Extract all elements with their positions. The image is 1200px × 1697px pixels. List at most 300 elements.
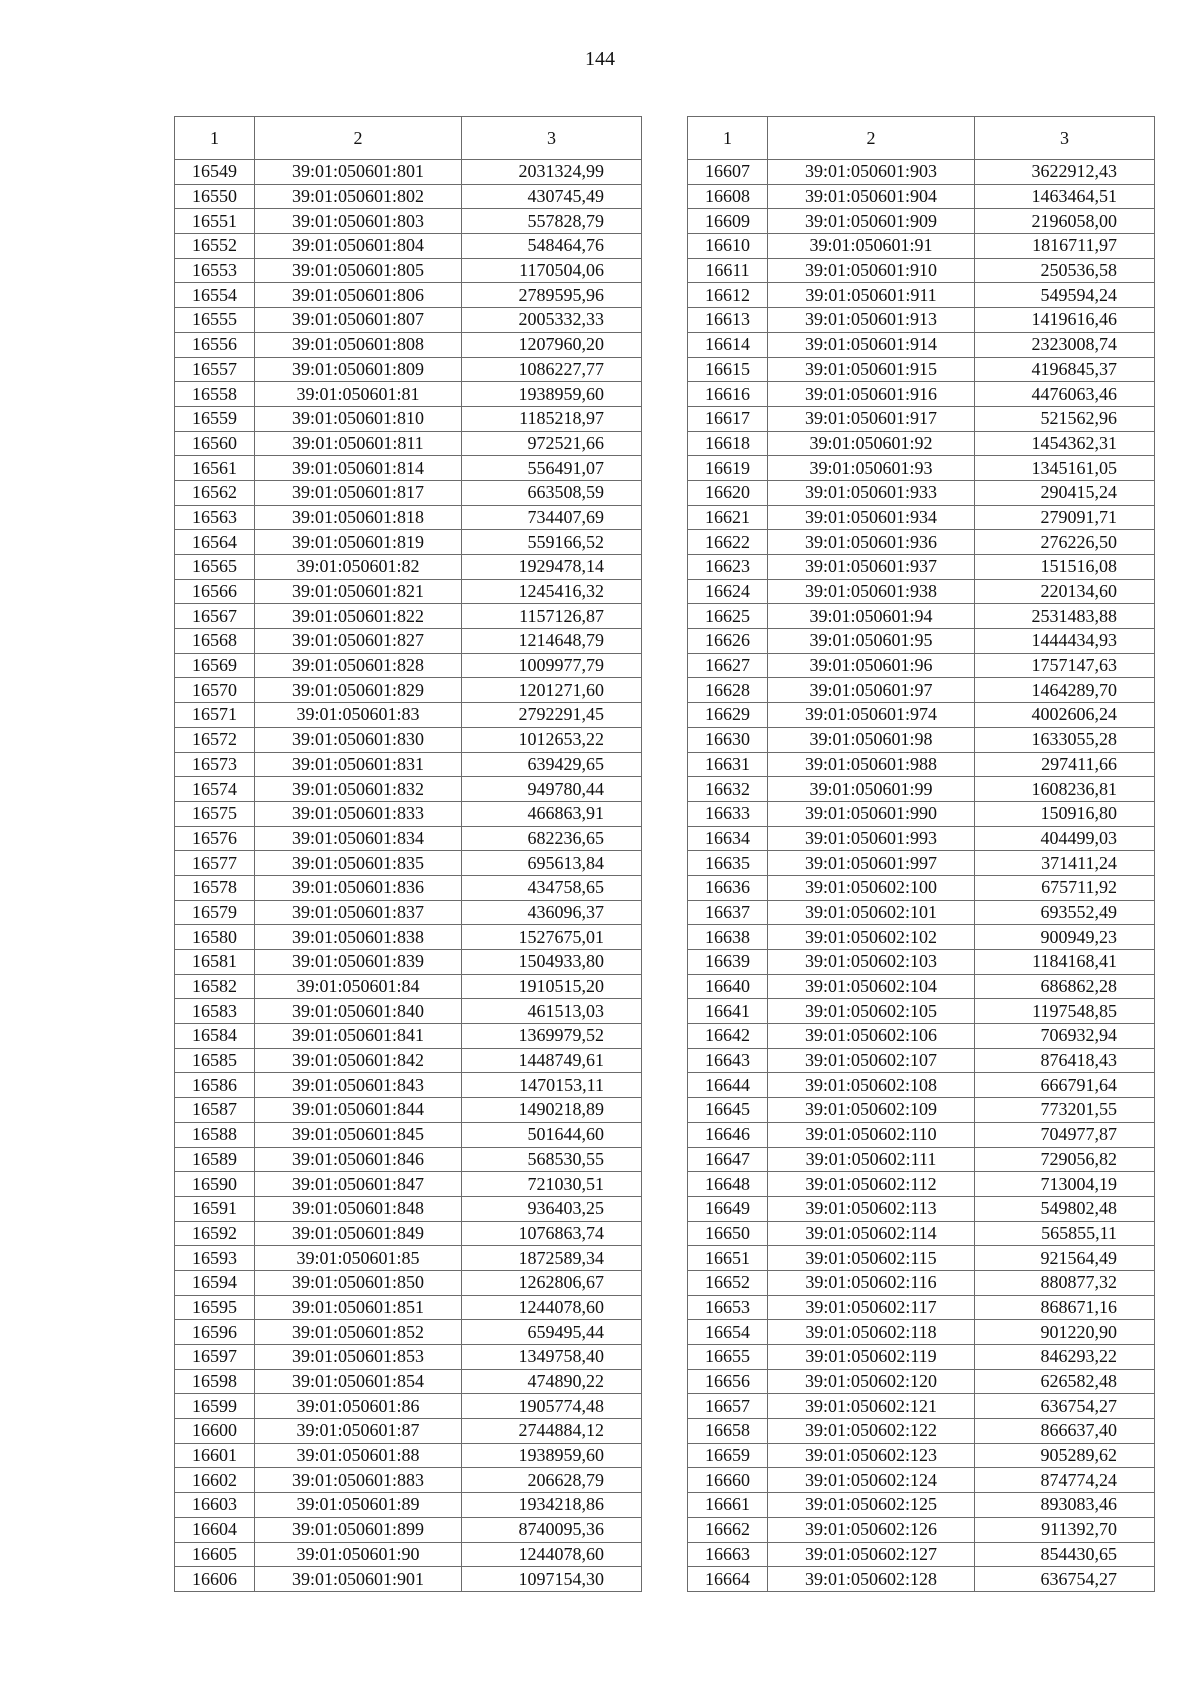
right-table-body <box>688 160 1155 1592</box>
table-row <box>688 530 1155 555</box>
cell-value: 2196058,00 <box>975 209 1155 234</box>
cell-value: 404499,03 <box>975 826 1155 851</box>
table-row <box>688 1172 1155 1197</box>
table-row <box>688 1098 1155 1123</box>
cell-number: 16641 <box>688 999 768 1024</box>
cell-value: 1444434,93 <box>975 629 1155 654</box>
cell-cadastral-number: 39:01:050602:118 <box>768 1320 975 1345</box>
cell-cadastral-number: 39:01:050601:835 <box>255 851 462 876</box>
table-row <box>175 579 642 604</box>
table-row <box>175 1369 642 1394</box>
cell-value: 1454362,31 <box>975 431 1155 456</box>
table-row <box>688 974 1155 999</box>
cell-cadastral-number: 39:01:050602:120 <box>768 1369 975 1394</box>
cell-number: 16570 <box>175 678 255 703</box>
page-number: 144 <box>585 48 615 70</box>
cell-number: 16600 <box>175 1419 255 1444</box>
cell-cadastral-number: 39:01:050601:92 <box>768 431 975 456</box>
cell-number: 16568 <box>175 629 255 654</box>
cell-value: 972521,66 <box>462 431 642 456</box>
cell-cadastral-number: 39:01:050602:106 <box>768 1024 975 1049</box>
cell-value: 936403,25 <box>462 1196 642 1221</box>
cell-value: 151516,08 <box>975 555 1155 580</box>
cell-cadastral-number: 39:01:050601:809 <box>255 357 462 382</box>
table-row <box>175 431 642 456</box>
cell-cadastral-number: 39:01:050601:849 <box>255 1221 462 1246</box>
cell-cadastral-number: 39:01:050602:101 <box>768 900 975 925</box>
cell-number: 16648 <box>688 1172 768 1197</box>
cell-value: 854430,65 <box>975 1542 1155 1567</box>
cell-cadastral-number: 39:01:050601:834 <box>255 826 462 851</box>
table-row <box>688 184 1155 209</box>
cell-number: 16596 <box>175 1320 255 1345</box>
cell-value: 773201,55 <box>975 1098 1155 1123</box>
table-row <box>175 752 642 777</box>
cell-value: 1197548,85 <box>975 999 1155 1024</box>
cell-value: 1527675,01 <box>462 925 642 950</box>
cell-value: 874774,24 <box>975 1468 1155 1493</box>
left-table-body <box>175 160 642 1592</box>
cell-value: 626582,48 <box>975 1369 1155 1394</box>
cell-value: 1938959,60 <box>462 382 642 407</box>
cell-number: 16554 <box>175 283 255 308</box>
cell-cadastral-number: 39:01:050602:104 <box>768 974 975 999</box>
table-row <box>175 851 642 876</box>
cell-number: 16561 <box>175 456 255 481</box>
cell-cadastral-number: 39:01:050601:883 <box>255 1468 462 1493</box>
cell-value: 1464289,70 <box>975 678 1155 703</box>
cell-number: 16583 <box>175 999 255 1024</box>
table-row <box>688 1394 1155 1419</box>
cell-cadastral-number: 39:01:050601:96 <box>768 653 975 678</box>
cell-cadastral-number: 39:01:050601:821 <box>255 579 462 604</box>
cell-value: 297411,66 <box>975 752 1155 777</box>
table-row <box>688 357 1155 382</box>
cell-number: 16612 <box>688 283 768 308</box>
cell-cadastral-number: 39:01:050602:122 <box>768 1419 975 1444</box>
cell-cadastral-number: 39:01:050602:107 <box>768 1048 975 1073</box>
cell-number: 16590 <box>175 1172 255 1197</box>
cell-cadastral-number: 39:01:050601:839 <box>255 950 462 975</box>
cell-value: 693552,49 <box>975 900 1155 925</box>
cell-value: 713004,19 <box>975 1172 1155 1197</box>
cell-number: 16603 <box>175 1493 255 1518</box>
cell-cadastral-number: 39:01:050601:845 <box>255 1122 462 1147</box>
cell-cadastral-number: 39:01:050601:84 <box>255 974 462 999</box>
cell-value: 706932,94 <box>975 1024 1155 1049</box>
table-row <box>175 1098 642 1123</box>
cell-cadastral-number: 39:01:050601:837 <box>255 900 462 925</box>
table-row <box>688 1468 1155 1493</box>
cell-value: 1419616,46 <box>975 308 1155 333</box>
cell-number: 16605 <box>175 1542 255 1567</box>
cell-number: 16613 <box>688 308 768 333</box>
cell-value: 675711,92 <box>975 875 1155 900</box>
cell-cadastral-number: 39:01:050601:94 <box>768 604 975 629</box>
cell-number: 16661 <box>688 1493 768 1518</box>
cell-cadastral-number: 39:01:050602:119 <box>768 1345 975 1370</box>
cell-cadastral-number: 39:01:050601:95 <box>768 629 975 654</box>
cell-number: 16610 <box>688 234 768 259</box>
cell-number: 16622 <box>688 530 768 555</box>
cell-number: 16595 <box>175 1295 255 1320</box>
column-header-number: 1 <box>688 117 768 160</box>
table-row <box>175 826 642 851</box>
cell-value: 663508,59 <box>462 480 642 505</box>
cell-value: 1012653,22 <box>462 727 642 752</box>
table-row <box>688 999 1155 1024</box>
cell-cadastral-number: 39:01:050601:901 <box>255 1567 462 1592</box>
cell-value: 1076863,74 <box>462 1221 642 1246</box>
cell-number: 16651 <box>688 1246 768 1271</box>
table-row <box>688 1443 1155 1468</box>
cell-cadastral-number: 39:01:050601:842 <box>255 1048 462 1073</box>
cell-number: 16558 <box>175 382 255 407</box>
table-row <box>688 678 1155 703</box>
cell-cadastral-number: 39:01:050602:105 <box>768 999 975 1024</box>
cell-number: 16626 <box>688 629 768 654</box>
table-row <box>688 1147 1155 1172</box>
cell-number: 16602 <box>175 1468 255 1493</box>
cell-cadastral-number: 39:01:050601:993 <box>768 826 975 851</box>
cell-number: 16581 <box>175 950 255 975</box>
cell-cadastral-number: 39:01:050601:831 <box>255 752 462 777</box>
cell-cadastral-number: 39:01:050601:801 <box>255 160 462 185</box>
cell-number: 16657 <box>688 1394 768 1419</box>
cell-value: 4476063,46 <box>975 382 1155 407</box>
cell-value: 1608236,81 <box>975 777 1155 802</box>
table-row <box>688 900 1155 925</box>
cell-value: 521562,96 <box>975 406 1155 431</box>
cell-number: 16556 <box>175 332 255 357</box>
table-row <box>688 703 1155 728</box>
cell-cadastral-number: 39:01:050602:117 <box>768 1295 975 1320</box>
table-row <box>175 678 642 703</box>
cell-number: 16591 <box>175 1196 255 1221</box>
cell-value: 876418,43 <box>975 1048 1155 1073</box>
cell-cadastral-number: 39:01:050601:846 <box>255 1147 462 1172</box>
cell-cadastral-number: 39:01:050601:903 <box>768 160 975 185</box>
cell-value: 276226,50 <box>975 530 1155 555</box>
table-row <box>688 382 1155 407</box>
cell-cadastral-number: 39:01:050601:911 <box>768 283 975 308</box>
cell-cadastral-number: 39:01:050602:102 <box>768 925 975 950</box>
column-header-value: 3 <box>975 117 1155 160</box>
cell-number: 16564 <box>175 530 255 555</box>
cell-cadastral-number: 39:01:050601:822 <box>255 604 462 629</box>
cell-cadastral-number: 39:01:050601:807 <box>255 308 462 333</box>
cell-number: 16663 <box>688 1542 768 1567</box>
cell-number: 16658 <box>688 1419 768 1444</box>
cell-cadastral-number: 39:01:050601:827 <box>255 629 462 654</box>
cell-number: 16634 <box>688 826 768 851</box>
cell-value: 568530,55 <box>462 1147 642 1172</box>
cell-value: 206628,79 <box>462 1468 642 1493</box>
cell-number: 16569 <box>175 653 255 678</box>
cell-value: 2323008,74 <box>975 332 1155 357</box>
cell-cadastral-number: 39:01:050601:97 <box>768 678 975 703</box>
cell-value: 2031324,99 <box>462 160 642 185</box>
cell-number: 16623 <box>688 555 768 580</box>
table-row <box>175 1295 642 1320</box>
cell-value: 666791,64 <box>975 1073 1155 1098</box>
cell-number: 16578 <box>175 875 255 900</box>
cell-cadastral-number: 39:01:050601:98 <box>768 727 975 752</box>
cell-number: 16642 <box>688 1024 768 1049</box>
table-row <box>688 801 1155 826</box>
table-row <box>175 382 642 407</box>
cell-cadastral-number: 39:01:050601:81 <box>255 382 462 407</box>
cell-number: 16637 <box>688 900 768 925</box>
cell-value: 2789595,96 <box>462 283 642 308</box>
cell-value: 1448749,61 <box>462 1048 642 1073</box>
cell-value: 900949,23 <box>975 925 1155 950</box>
cell-cadastral-number: 39:01:050601:916 <box>768 382 975 407</box>
table-row <box>688 1369 1155 1394</box>
table-row <box>688 653 1155 678</box>
table-row <box>175 530 642 555</box>
table-row <box>688 1048 1155 1073</box>
cell-cadastral-number: 39:01:050601:917 <box>768 406 975 431</box>
cell-number: 16553 <box>175 258 255 283</box>
cell-value: 659495,44 <box>462 1320 642 1345</box>
column-header-value: 3 <box>462 117 642 160</box>
cell-number: 16607 <box>688 160 768 185</box>
cell-number: 16633 <box>688 801 768 826</box>
table-row <box>688 1517 1155 1542</box>
cell-number: 16585 <box>175 1048 255 1073</box>
cell-number: 16646 <box>688 1122 768 1147</box>
cell-value: 1157126,87 <box>462 604 642 629</box>
table-row <box>688 1542 1155 1567</box>
cell-value: 436096,37 <box>462 900 642 925</box>
cell-value: 549802,48 <box>975 1196 1155 1221</box>
table-row <box>175 1073 642 1098</box>
table-row <box>175 1567 642 1592</box>
cell-value: 1369979,52 <box>462 1024 642 1049</box>
cell-number: 16611 <box>688 258 768 283</box>
cell-value: 1244078,60 <box>462 1542 642 1567</box>
cell-cadastral-number: 39:01:050601:909 <box>768 209 975 234</box>
cell-value: 695613,84 <box>462 851 642 876</box>
table-row <box>688 1246 1155 1271</box>
table-row <box>688 1024 1155 1049</box>
cell-cadastral-number: 39:01:050601:830 <box>255 727 462 752</box>
cell-cadastral-number: 39:01:050601:838 <box>255 925 462 950</box>
table-row <box>688 308 1155 333</box>
cell-number: 16664 <box>688 1567 768 1592</box>
cell-number: 16638 <box>688 925 768 950</box>
cell-cadastral-number: 39:01:050601:803 <box>255 209 462 234</box>
cell-number: 16650 <box>688 1221 768 1246</box>
table-row <box>688 1493 1155 1518</box>
table-row <box>688 1221 1155 1246</box>
cell-value: 1872589,34 <box>462 1246 642 1271</box>
cell-number: 16635 <box>688 851 768 876</box>
cell-value: 548464,76 <box>462 234 642 259</box>
cell-cadastral-number: 39:01:050601:848 <box>255 1196 462 1221</box>
cell-value: 371411,24 <box>975 851 1155 876</box>
table-row <box>175 703 642 728</box>
cell-number: 16577 <box>175 851 255 876</box>
cell-cadastral-number: 39:01:050602:108 <box>768 1073 975 1098</box>
cell-cadastral-number: 39:01:050602:114 <box>768 1221 975 1246</box>
cell-cadastral-number: 39:01:050601:854 <box>255 1369 462 1394</box>
table-row <box>175 332 642 357</box>
cell-value: 434758,65 <box>462 875 642 900</box>
cell-value: 549594,24 <box>975 283 1155 308</box>
cell-value: 1633055,28 <box>975 727 1155 752</box>
cell-value: 466863,91 <box>462 801 642 826</box>
cell-cadastral-number: 39:01:050601:914 <box>768 332 975 357</box>
table-row <box>688 1320 1155 1345</box>
table-row <box>175 555 642 580</box>
cell-value: 905289,62 <box>975 1443 1155 1468</box>
cell-value: 1910515,20 <box>462 974 642 999</box>
table-row <box>688 1270 1155 1295</box>
table-row <box>175 777 642 802</box>
cell-value: 1086227,77 <box>462 357 642 382</box>
cell-cadastral-number: 39:01:050601:841 <box>255 1024 462 1049</box>
table-row <box>688 258 1155 283</box>
cell-value: 150916,80 <box>975 801 1155 826</box>
cell-cadastral-number: 39:01:050601:83 <box>255 703 462 728</box>
cell-number: 16631 <box>688 752 768 777</box>
cell-number: 16608 <box>688 184 768 209</box>
cell-number: 16571 <box>175 703 255 728</box>
cell-number: 16575 <box>175 801 255 826</box>
cell-cadastral-number: 39:01:050601:832 <box>255 777 462 802</box>
cell-cadastral-number: 39:01:050602:113 <box>768 1196 975 1221</box>
cell-number: 16604 <box>175 1517 255 1542</box>
cell-value: 1207960,20 <box>462 332 642 357</box>
cell-cadastral-number: 39:01:050601:93 <box>768 456 975 481</box>
cell-cadastral-number: 39:01:050601:936 <box>768 530 975 555</box>
cell-value: 3622912,43 <box>975 160 1155 185</box>
cell-number: 16584 <box>175 1024 255 1049</box>
table-row <box>688 505 1155 530</box>
cell-number: 16594 <box>175 1270 255 1295</box>
table-row <box>175 727 642 752</box>
cell-number: 16580 <box>175 925 255 950</box>
cell-number: 16636 <box>688 875 768 900</box>
table-row <box>175 1517 642 1542</box>
cell-cadastral-number: 39:01:050602:111 <box>768 1147 975 1172</box>
cell-number: 16601 <box>175 1443 255 1468</box>
cell-number: 16609 <box>688 209 768 234</box>
cell-value: 1349758,40 <box>462 1345 642 1370</box>
table-row <box>688 1122 1155 1147</box>
header-row <box>175 117 642 160</box>
table-row <box>175 1270 642 1295</box>
cell-value: 1905774,48 <box>462 1394 642 1419</box>
table-row <box>175 160 642 185</box>
cell-value: 2744884,12 <box>462 1419 642 1444</box>
cell-value: 1262806,67 <box>462 1270 642 1295</box>
cell-cadastral-number: 39:01:050602:116 <box>768 1270 975 1295</box>
table-row <box>688 826 1155 851</box>
cell-number: 16662 <box>688 1517 768 1542</box>
cell-cadastral-number: 39:01:050601:974 <box>768 703 975 728</box>
cell-cadastral-number: 39:01:050601:811 <box>255 431 462 456</box>
cell-value: 4196845,37 <box>975 357 1155 382</box>
cell-value: 1097154,30 <box>462 1567 642 1592</box>
table-row <box>175 1172 642 1197</box>
table-row <box>688 1345 1155 1370</box>
cell-value: 290415,24 <box>975 480 1155 505</box>
table-row <box>688 555 1155 580</box>
cell-value: 686862,28 <box>975 974 1155 999</box>
cell-cadastral-number: 39:01:050601:819 <box>255 530 462 555</box>
cell-cadastral-number: 39:01:050601:828 <box>255 653 462 678</box>
cell-cadastral-number: 39:01:050602:100 <box>768 875 975 900</box>
table-row <box>175 1468 642 1493</box>
cell-number: 16632 <box>688 777 768 802</box>
cell-cadastral-number: 39:01:050601:852 <box>255 1320 462 1345</box>
cell-cadastral-number: 39:01:050601:86 <box>255 1394 462 1419</box>
table-row <box>688 777 1155 802</box>
cell-number: 16549 <box>175 160 255 185</box>
cell-cadastral-number: 39:01:050602:121 <box>768 1394 975 1419</box>
table-row <box>688 1419 1155 1444</box>
cell-number: 16615 <box>688 357 768 382</box>
table-row <box>175 653 642 678</box>
right-table <box>687 116 1155 1592</box>
cell-cadastral-number: 39:01:050601:844 <box>255 1098 462 1123</box>
cell-number: 16627 <box>688 653 768 678</box>
table-row <box>175 234 642 259</box>
cell-number: 16621 <box>688 505 768 530</box>
cell-number: 16597 <box>175 1345 255 1370</box>
cell-value: 1504933,80 <box>462 950 642 975</box>
cell-number: 16654 <box>688 1320 768 1345</box>
cell-value: 1929478,14 <box>462 555 642 580</box>
table-row <box>688 925 1155 950</box>
cell-number: 16560 <box>175 431 255 456</box>
table-row <box>175 1542 642 1567</box>
table-row <box>175 974 642 999</box>
cell-number: 16640 <box>688 974 768 999</box>
cell-cadastral-number: 39:01:050601:806 <box>255 283 462 308</box>
cell-cadastral-number: 39:01:050601:934 <box>768 505 975 530</box>
left-table <box>174 116 642 1592</box>
cell-number: 16551 <box>175 209 255 234</box>
cell-value: 559166,52 <box>462 530 642 555</box>
cell-number: 16565 <box>175 555 255 580</box>
cell-number: 16660 <box>688 1468 768 1493</box>
cell-cadastral-number: 39:01:050602:126 <box>768 1517 975 1542</box>
table-row <box>688 629 1155 654</box>
cell-value: 1757147,63 <box>975 653 1155 678</box>
cell-cadastral-number: 39:01:050601:804 <box>255 234 462 259</box>
cell-number: 16606 <box>175 1567 255 1592</box>
table-row <box>688 160 1155 185</box>
cell-value: 430745,49 <box>462 184 642 209</box>
cell-value: 1463464,51 <box>975 184 1155 209</box>
cell-value: 1816711,97 <box>975 234 1155 259</box>
cell-number: 16582 <box>175 974 255 999</box>
cell-cadastral-number: 39:01:050601:915 <box>768 357 975 382</box>
table-row <box>688 234 1155 259</box>
cell-number: 16630 <box>688 727 768 752</box>
table-row <box>688 283 1155 308</box>
cell-number: 16587 <box>175 1098 255 1123</box>
cell-value: 721030,51 <box>462 1172 642 1197</box>
cell-cadastral-number: 39:01:050601:805 <box>255 258 462 283</box>
table-row <box>175 604 642 629</box>
cell-number: 16628 <box>688 678 768 703</box>
column-header-number: 1 <box>175 117 255 160</box>
